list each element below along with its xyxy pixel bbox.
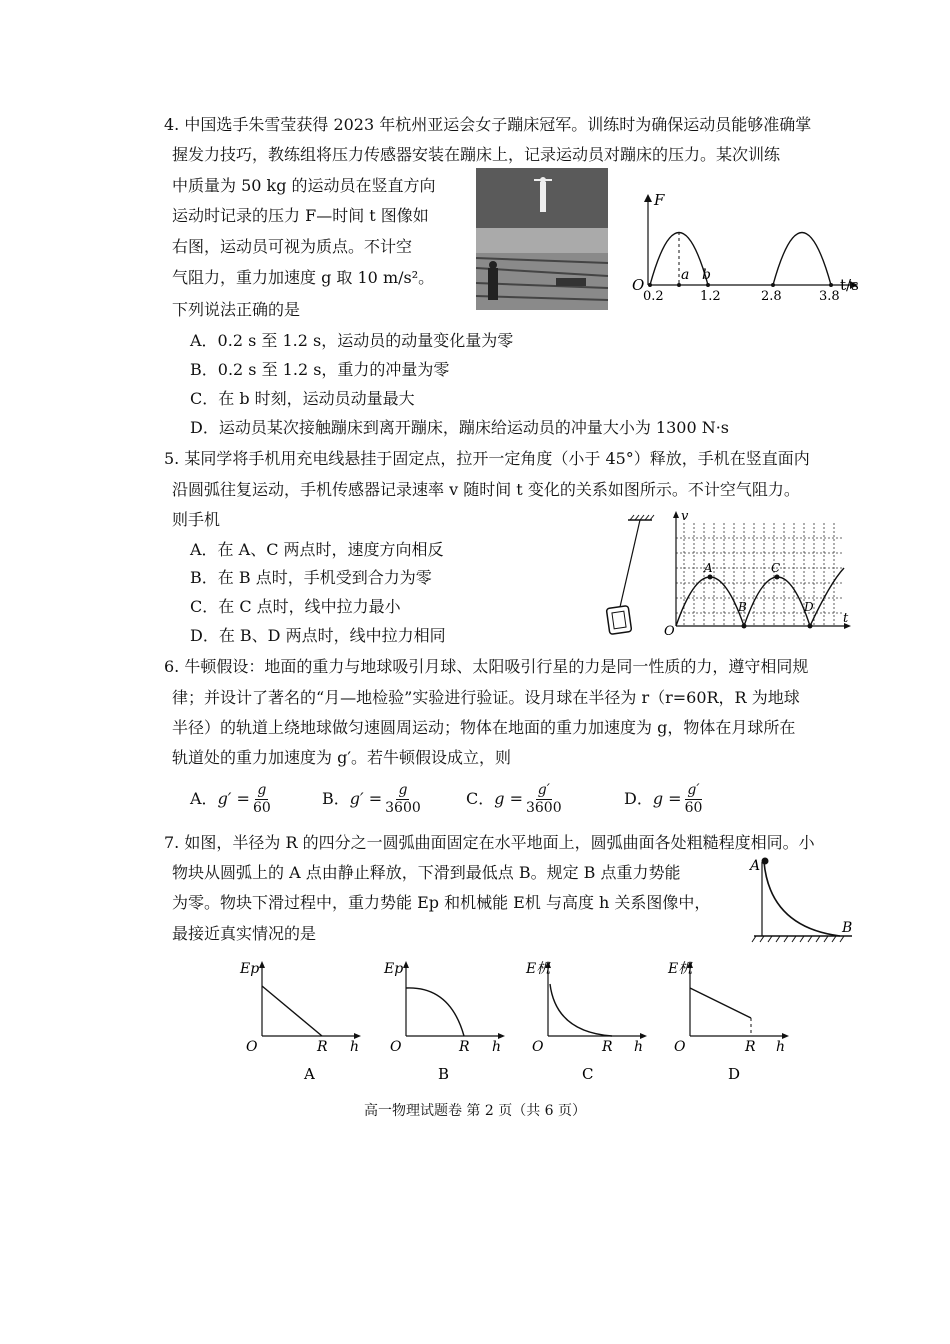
q7-graph-a-r: R xyxy=(317,1039,328,1055)
q7-graph-c-choice: C xyxy=(582,1065,594,1083)
q6-option-c: C．g = $\frac{g'}{3600}$ xyxy=(466,782,562,816)
q4-tick-0: 0.2 xyxy=(643,289,664,304)
q4-tick-1: 1.2 xyxy=(700,289,721,304)
q4-option-c: C．在 b 时刻，运动员动量最大 xyxy=(190,389,415,408)
q7-line-4: 最接近真实情况的是 xyxy=(172,924,317,943)
q4-line-1: 4. 中国选手朱雪莹获得 2023 年杭州亚运会女子蹦床冠军。训练时为确保运动员能够准确掌 xyxy=(164,115,812,134)
q4-y-label: F xyxy=(654,191,665,209)
q6-option-a: A．g′ = $\frac{g}{60}$ xyxy=(190,782,271,816)
q6-option-d: D．g = $\frac{g'}{60}$ xyxy=(624,782,703,816)
q4-option-b: B．0.2 s 至 1.2 s，重力的冲量为零 xyxy=(190,360,450,379)
q7-graph-b-choice: B xyxy=(438,1065,450,1083)
q4-point-b: b xyxy=(702,267,711,283)
q4-line-3: 中质量为 50 kg 的运动员在竖直方向 xyxy=(172,176,436,195)
q7-graph-a-curve xyxy=(262,986,322,1036)
pendulum-phone-figure xyxy=(600,512,660,637)
q4-line-2: 握发力技巧，教练组将压力传感器安装在蹦床上，记录运动员对蹦床的压力。某次训练 xyxy=(172,145,781,164)
q4-option-a: A．0.2 s 至 1.2 s，运动员的动量变化量为零 xyxy=(190,331,514,350)
q7-graph-d-curve xyxy=(690,988,751,1018)
q7-graph-b-h: h xyxy=(492,1039,502,1055)
q4-pulse-2 xyxy=(773,233,831,286)
q4-point-a: a xyxy=(681,267,690,283)
q4-force-time-graph xyxy=(628,190,868,305)
page-footer: 高一物理试题卷 第 2 页（共 6 页） xyxy=(363,1103,587,1119)
q6-option-b: B．g′ = $\frac{g}{3600}$ xyxy=(322,782,421,816)
q7-graph-d-y: E机 xyxy=(668,961,693,977)
q7-graph-c-y: E机 xyxy=(526,961,551,977)
q7-point-a: A xyxy=(750,858,761,874)
quarter-arc-figure xyxy=(748,852,860,944)
q7-graph-c-h: h xyxy=(634,1039,644,1055)
q5-point-c: C xyxy=(771,561,781,575)
q5-y-label: v xyxy=(681,509,689,524)
q5-point-b: B xyxy=(738,600,747,614)
q7-graph-b-r: R xyxy=(459,1039,470,1055)
q5-x-label: t xyxy=(843,611,849,626)
q4-line-6: 气阻力，重力加速度 g 取 10 m/s²。 xyxy=(172,268,435,287)
q4-line-5: 右图，运动员可视为质点。不计空 xyxy=(172,237,413,256)
q7-graph-a xyxy=(236,956,366,1086)
q7-graph-c-r: R xyxy=(602,1039,613,1055)
q7-graph-b-curve xyxy=(406,988,464,1036)
q7-graph-a-o: O xyxy=(246,1039,258,1055)
q5-line-2: 沿圆弧往复运动，手机传感器记录速率 v 随时间 t 变化的关系如图所示。不计空气阻力。 xyxy=(172,480,800,499)
q4-tick-3: 3.8 xyxy=(819,289,840,304)
q7-line-3: 为零。物块下滑过程中，重力势能 Ep 和机械能 E机 与高度 h 关系图像中， xyxy=(172,893,711,912)
q5-speed-curve xyxy=(676,568,844,626)
q5-option-d: D．在 B、D 两点时，线中拉力相同 xyxy=(190,626,446,645)
q5-option-b: B．在 B 点时，手机受到合力为零 xyxy=(190,568,432,587)
q7-graph-d-r: R xyxy=(745,1039,756,1055)
q6-line-1: 6. 牛顿假设：地面的重力与地球吸引月球、太阳吸引行星的力是同一性质的力，遵守相同规 xyxy=(164,657,809,676)
q7-graph-a-y: Ep xyxy=(240,961,260,977)
q7-graph-a-h: h xyxy=(350,1039,360,1055)
q5-origin: O xyxy=(664,624,675,639)
q7-graph-d xyxy=(664,956,794,1086)
q4-option-d: D．运动员某次接触蹦床到离开蹦床，蹦床给运动员的冲量大小为 1300 N·s xyxy=(190,418,730,437)
q7-point-b: B xyxy=(842,920,853,936)
q4-x-label: t/s xyxy=(840,276,859,294)
q4-line-7: 下列说法正确的是 xyxy=(172,300,301,319)
q5-speed-time-graph xyxy=(662,508,862,640)
q5-option-a: A．在 A、C 两点时，速度方向相反 xyxy=(190,540,444,559)
q7-graph-c xyxy=(522,956,652,1086)
q5-point-a: A xyxy=(704,561,713,575)
q6-line-2: 律；并设计了著名的“月—地检验”实验进行验证。设月球在半径为 r（r=60R，R 为地球 xyxy=(172,688,800,707)
q7-graph-c-o: O xyxy=(532,1039,544,1055)
q7-graph-b-y: Ep xyxy=(384,961,404,977)
q6-line-3: 半径）的轨道上绕地球做匀速圆周运动；物体在地面的重力加速度为 g，物体在月球所在 xyxy=(172,718,796,737)
q4-origin: O xyxy=(632,276,645,294)
q4-line-4: 运动时记录的压力 F—时间 t 图像如 xyxy=(172,206,429,225)
q7-line-1: 7. 如图，半径为 R 的四分之一圆弧曲面固定在水平地面上，圆弧曲面各处粗糙程度相同。小 xyxy=(164,833,815,852)
q7-line-2: 物块从圆弧上的 A 点由静止释放，下滑到最低点 B。规定 B 点重力势能 xyxy=(172,863,681,882)
q7-graph-b-o: O xyxy=(390,1039,402,1055)
q5-line-1: 5. 某同学将手机用充电线悬挂于固定点，拉开一定角度（小于 45°）释放，手机在竖直面内 xyxy=(164,449,810,468)
q5-option-c: C．在 C 点时，线中拉力最小 xyxy=(190,597,401,616)
q5-point-d: D xyxy=(804,600,814,614)
q7-graph-d-choice: D xyxy=(728,1065,741,1083)
q7-graph-b xyxy=(380,956,510,1086)
q7-graph-a-choice: A xyxy=(304,1065,315,1083)
q7-graph-c-curve xyxy=(550,984,612,1036)
q5-line-3: 则手机 xyxy=(172,510,221,529)
q7-graph-d-o: O xyxy=(674,1039,686,1055)
q7-graph-d-h: h xyxy=(776,1039,786,1055)
trampoline-photo xyxy=(476,168,608,310)
q6-line-4: 轨道处的重力加速度为 g′。若牛顿假设成立，则 xyxy=(172,748,511,767)
q4-tick-2: 2.8 xyxy=(761,289,782,304)
